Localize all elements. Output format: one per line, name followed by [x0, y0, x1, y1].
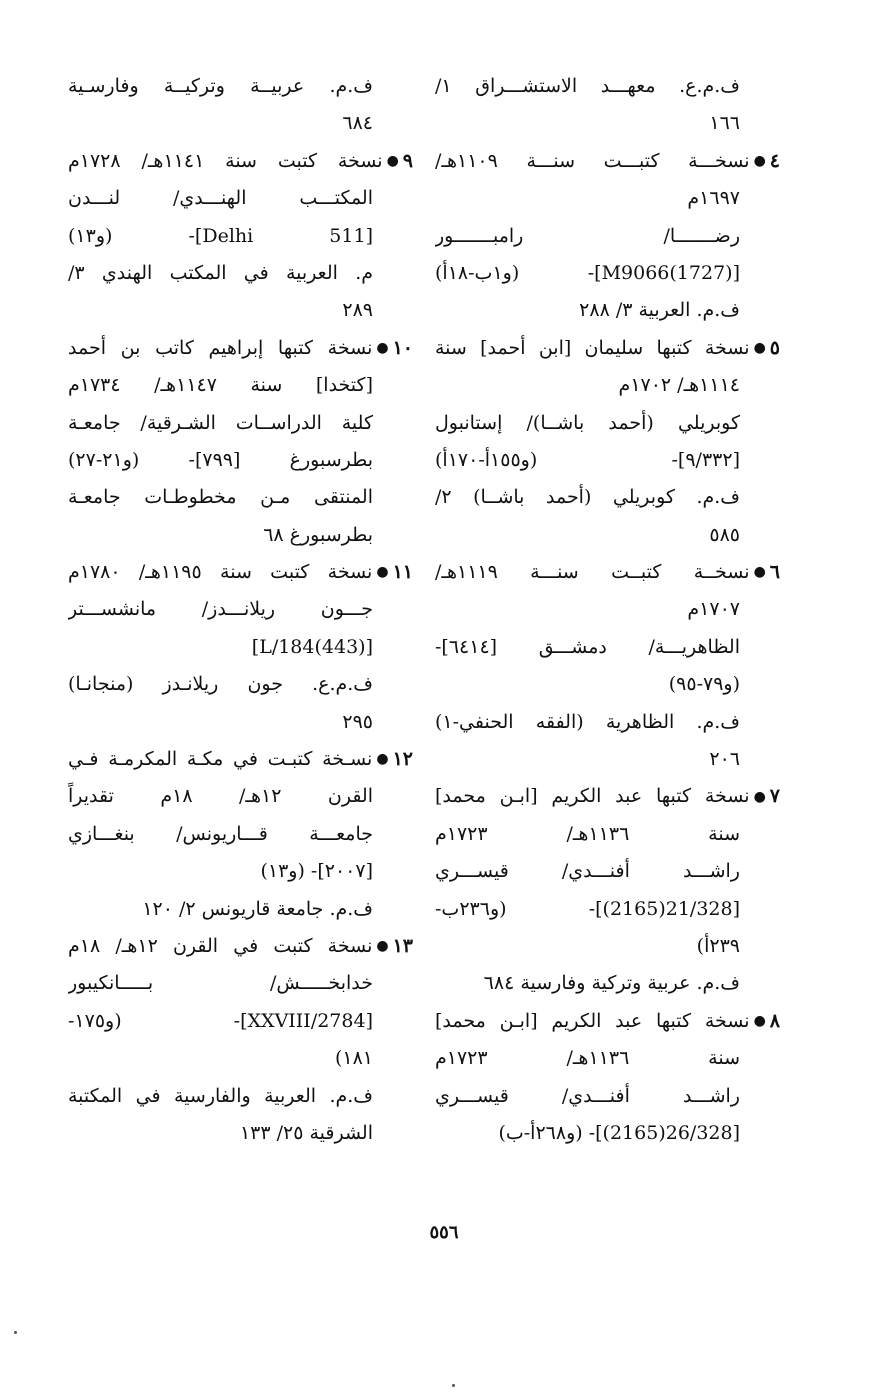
- entry-line: المنتقى مـن مخطوطـات جامعـة: [68, 486, 373, 509]
- entry-number: ١٢: [392, 748, 413, 771]
- entry-line: ٢٩٥: [342, 710, 373, 733]
- entry-line: ف.م.ع. معهـــد الاستشـــراق ١/: [435, 75, 740, 97]
- entry-line: كوبريلي (أحمد باشــا)/ إستانبول: [435, 411, 740, 434]
- manuscript-entry: [68, 554, 413, 741]
- entry-line: ف.م. العربية ٣/ ٢٨٨: [579, 299, 740, 322]
- entry-line: ١١١٤هـ/ ١٧٠٢م: [618, 374, 740, 397]
- entry-text: نسـخة كتبـت في مكـة المكرمـة فـي: [68, 748, 373, 771]
- entry-line: ف.م. عربية وتركية وفارسية ٦٨٤: [483, 972, 740, 995]
- entry-number: ٥: [769, 336, 780, 359]
- manuscript-entry: [435, 778, 780, 1002]
- bullet-icon: ●: [376, 340, 389, 357]
- entry-line: [٢٠٠٧]- (و١٣): [260, 860, 373, 883]
- entry-line: [21/328(2165)]- (و٢٣٦ب-: [435, 897, 740, 920]
- entry-text: نسخة كتبت سنة ١١٤١هـ/ ١٧٢٨م: [68, 149, 383, 172]
- entry-line: الظاهريـــة/ دمشـــق [٦٤١٤]-: [435, 635, 740, 658]
- entry-line: ف.م. جامعة قاريونس ٢/ ١٢٠: [142, 897, 373, 920]
- manuscript-entry: [68, 330, 413, 554]
- entry-line: ٥٨٥: [709, 523, 740, 546]
- entry-line: كلية الدراســات الشـرقية/ جامعـة: [68, 411, 373, 434]
- entry-first-line: [435, 143, 780, 180]
- bullet-icon: ●: [376, 938, 389, 955]
- entry-line: ١٧٠٧م: [687, 598, 740, 621]
- entry-line: راشـــد أفنـــدي/ قيســـري: [435, 1084, 740, 1107]
- scan-speck: [14, 1331, 17, 1334]
- entry-line: [٩/٣٣٢]- (و١٥٥أ-١٧٠أ): [435, 448, 740, 471]
- entry-line: ١٨١): [334, 1047, 373, 1070]
- entry-text: نسخة كتبها إبراهيم كاتب بن أحمد: [68, 336, 373, 359]
- entry-line: ١٦٦: [709, 112, 740, 135]
- entry-text: نسخة كتبت سنة ١١٩٥هـ/ ١٧٨٠م: [68, 561, 373, 584]
- bullet-icon: ●: [753, 1013, 766, 1030]
- entry-text: نسخة كتبها سليمان [ابن أحمد] سنة: [435, 336, 750, 359]
- scan-speck: [452, 1384, 455, 1387]
- entry-first-line: [435, 1003, 780, 1040]
- entry-line: ف.م.ع. جون ريلانـدز (منجانـا): [68, 673, 373, 696]
- entry-line: [26/328(2165)]- (و٢٦٨أ-ب): [498, 1121, 740, 1144]
- entry-line: [2784/XXVIII]- (و١٧٥-: [68, 1009, 373, 1032]
- entry-number: ١٠: [392, 336, 413, 359]
- entry-line: بطرسبورغ [٧٩٩]- (و٢١-٢٧): [68, 448, 373, 471]
- entry-first-line: [68, 741, 413, 778]
- continued-entry: [435, 68, 780, 143]
- entry-number: ٧: [769, 785, 780, 808]
- entry-text: نسخـــة كتبـــت سنـــة ١١٠٩هـ/: [435, 149, 750, 172]
- entry-line: م. العربية في المكتب الهندي ٣/: [68, 261, 373, 284]
- entry-first-line: [435, 330, 780, 367]
- entry-line: ف.م. عربيــة وتركيــة وفارسـية: [68, 75, 373, 97]
- entry-line: [Delhi 511]- (و١٣): [68, 224, 373, 247]
- entry-number: ١١: [392, 561, 413, 584]
- entry-line: رضـــــــا/ رامبـــــــور: [435, 224, 740, 247]
- entry-line: ١٦٩٧م: [687, 187, 740, 210]
- entry-first-line: [435, 554, 780, 591]
- manuscript-entry: [68, 928, 413, 1152]
- entry-line: الشرقية ٢٥/ ١٣٣: [239, 1121, 373, 1144]
- entry-text: نسخة كتبها عبد الكريم [ابـن محمد]: [435, 1009, 750, 1032]
- manuscript-entry: [435, 554, 780, 778]
- entry-number: ١٣: [392, 934, 413, 957]
- entry-number: ٨: [769, 1009, 780, 1032]
- bullet-icon: ●: [753, 788, 766, 805]
- entry-text: نسخــة كتبــت سنـــة ١١١٩هـ/: [435, 561, 750, 584]
- entry-line: المكتـــب الهنـــدي/ لنـــدن: [68, 187, 373, 210]
- entry-number: ٦: [769, 561, 780, 584]
- entry-line: جـــون ريلانـــدز/ مانشســـتر: [68, 598, 373, 621]
- entry-line: ف.م. العربية والفارسية في المكتبة: [68, 1084, 373, 1107]
- entry-first-line: [435, 778, 780, 815]
- entry-line: ٢٣٩أ): [696, 934, 740, 957]
- entry-line: [M9066(1727)]- (و١ب-١٨أ): [435, 261, 740, 284]
- entry-line: ٢٠٦: [709, 748, 740, 771]
- entry-line: ٢٨٩: [342, 299, 373, 322]
- manuscript-entry: [435, 143, 780, 330]
- entry-line: [L/184(443)]: [251, 635, 373, 658]
- entry-text: نسخة كتبها عبد الكريم [ابـن محمد]: [435, 785, 750, 808]
- entry-first-line: [68, 928, 413, 965]
- entry-line: ٦٨٤: [342, 112, 373, 135]
- bullet-icon: ●: [753, 340, 766, 357]
- entry-line: (و٧٩-٩٥): [668, 673, 740, 696]
- manuscript-entry: [68, 143, 413, 330]
- page-number: ٥٥٦: [429, 1222, 459, 1243]
- entry-first-line: [68, 330, 413, 367]
- entry-first-line: [68, 143, 413, 180]
- entry-number: ٤: [769, 149, 780, 172]
- right-column: [435, 68, 780, 1152]
- bullet-icon: ●: [753, 564, 766, 581]
- entry-line: [كتخدا] سنة ١١٤٧هـ/ ١٧٣٤م: [68, 374, 373, 397]
- entry-line: القرن ١٢هـ/ ١٨م تقديراً: [68, 785, 374, 808]
- continued-entry: [68, 68, 413, 143]
- entry-line: خدابخـــــش/ بـــــانكيبور: [68, 972, 373, 995]
- entry-line: راشـــد أفنـــدي/ قيســـري: [435, 860, 740, 883]
- entry-line: ف.م. كوبريلي (أحمد باشــا) ٢/: [435, 486, 740, 509]
- entry-text: نسخة كتبت في القرن ١٢هـ/ ١٨م: [68, 934, 373, 957]
- bullet-icon: ●: [753, 153, 766, 170]
- bullet-icon: ●: [376, 564, 389, 581]
- entry-number: ٩: [402, 149, 413, 172]
- manuscript-entry: [435, 330, 780, 554]
- manuscript-entry: [435, 1003, 780, 1153]
- bullet-icon: ●: [376, 751, 389, 768]
- entry-first-line: [68, 554, 413, 591]
- entry-line: بطرسبورغ ٦٨: [263, 523, 373, 546]
- entry-line: سنة ١١٣٦هـ/ ١٧٢٣م: [435, 822, 740, 845]
- entry-line: ف.م. الظاهرية (الفقه الحنفي-١): [435, 710, 740, 733]
- left-column: [68, 68, 413, 1152]
- bullet-icon: ●: [386, 153, 399, 170]
- entry-line: سنة ١١٣٦هـ/ ١٧٢٣م: [435, 1047, 740, 1070]
- manuscript-entry: [68, 741, 413, 928]
- entry-line: جامعـــة قـــاريونس/ بنغـــازي: [68, 822, 373, 845]
